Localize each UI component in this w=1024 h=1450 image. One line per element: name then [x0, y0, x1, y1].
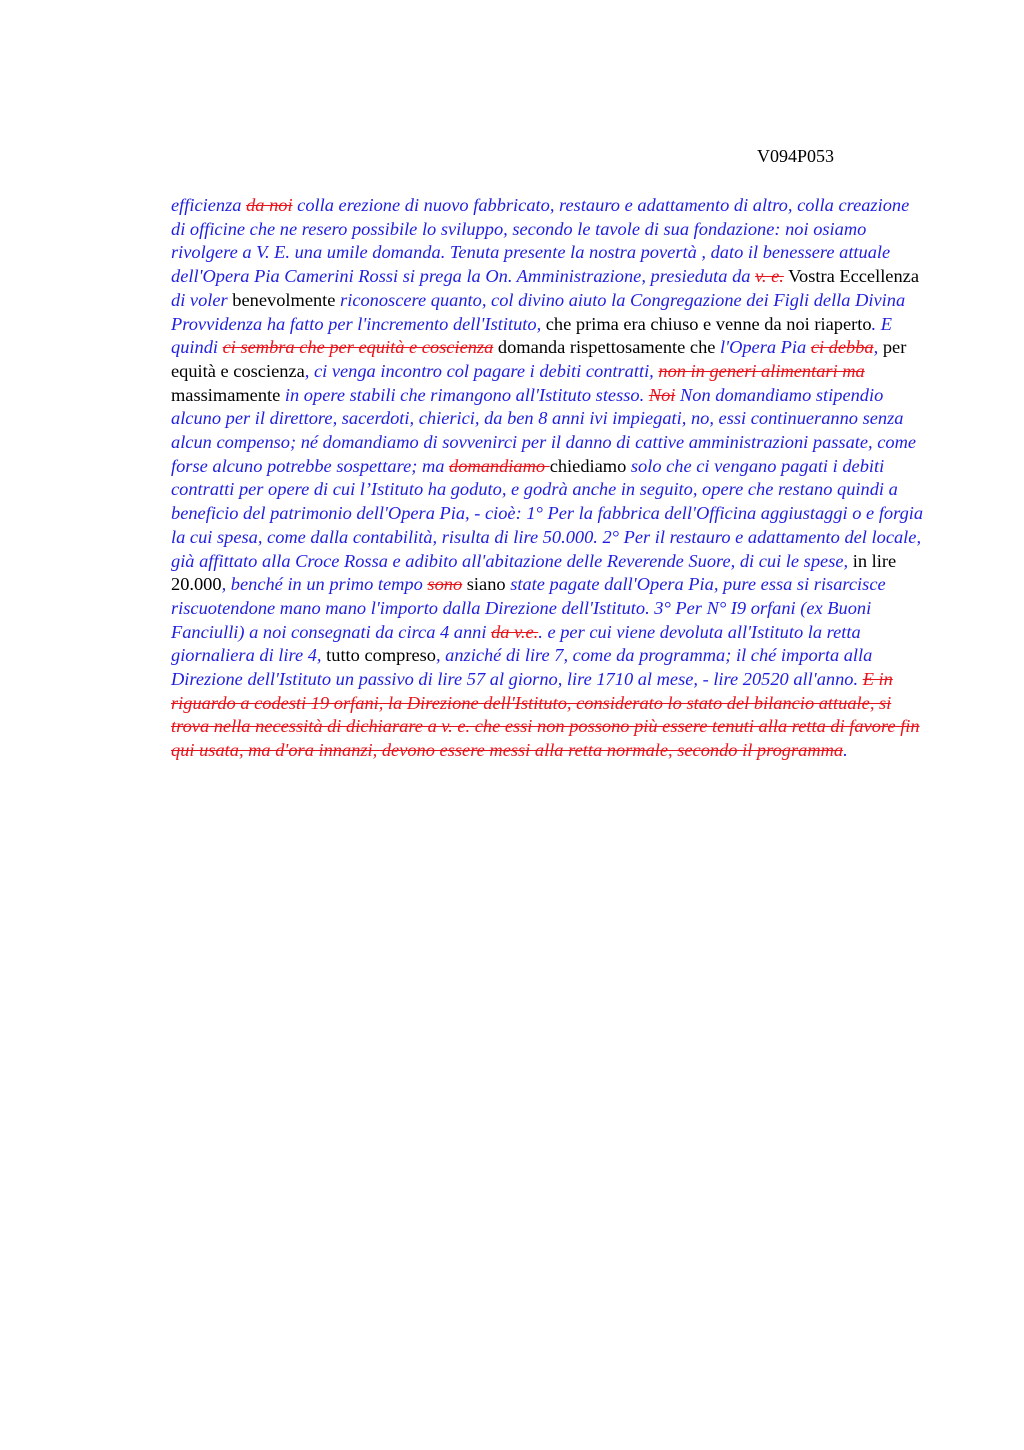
- deleted-text-segment: ci sembra che per equità e coscienza: [222, 337, 494, 358]
- original-text-segment: chiediamo: [549, 455, 631, 476]
- added-text-segment: solo che ci vengano pagati i debiti contratti per opere di cui l’Istituto ha goduto, e godrà anche in seguito, opere che restano quindi a beneficio del patrimonio dell'Opera Pia, - cioè: 1° Per la fabbrica dell'Officina aggiustaggi o e forgia la cui spesa, come dalla contabilità, risulta di lire 50.000. 2° Per il restauro e adattamento del locale, già affittato alla Croce Rossa e adibito all'abitazione delle Reverende Suore, di cui le spese,: [171, 455, 924, 571]
- original-text-segment: che prima era chiuso e venne da noi riaperto: [545, 313, 872, 334]
- deleted-text-segment: da noi: [246, 195, 293, 215]
- deleted-text-segment: sono: [427, 574, 463, 595]
- original-text-segment: benevolmente: [232, 289, 341, 310]
- original-text-segment: per equità e coscienza: [171, 337, 907, 381]
- page-id: V094P053: [757, 146, 835, 166]
- original-text-segment: massimamente: [171, 384, 285, 405]
- deleted-text-segment: ci debba: [810, 337, 874, 358]
- deleted-text-segment: domandiamo: [449, 455, 550, 476]
- deleted-text-segment: Noi: [648, 384, 676, 405]
- added-text-segment: . E quindi: [171, 313, 892, 358]
- added-text-segment: colla erezione di nuovo fabbricato, restauro e adattamento di altro, colla creazione di officine che ne resero possibile lo sviluppo, secondo le tavole di sua fondazione: noi osiamo rivolgere a V. E. una umile domanda. Tenuta presente la nostra povertà , dato il benessere attuale dell'Opera Pia Camerini Rossi si prega la On. Amministrazione, presieduta da: [171, 195, 910, 287]
- original-text-segment: Vostra Eccellenza: [783, 266, 919, 287]
- added-text-segment: riconoscere quanto, col divino aiuto la Congregazione dei Figli della Divina Provvidenza ha fatto per l'incremento dell'Istituto,: [171, 289, 906, 334]
- added-text-segment: l'Opera Pia: [720, 337, 811, 358]
- added-text-segment: ,: [873, 337, 883, 358]
- added-text-segment: state pagate dall'Opera Pia, pure essa si risarcisce riscuotendone mano mano l'importo dalla Direzione dell'Istituto. 3° Per N° I9 orfani (ex Buoni Fanciulli) a noi consegnati da circa 4 anni: [171, 574, 886, 642]
- deleted-text-segment: non in generi alimentari ma: [658, 360, 865, 381]
- added-text-segment: in opere stabili che rimangono all'Istituto stesso.: [284, 384, 649, 405]
- deleted-text-segment: E in riguardo a codesti 19 orfani, la Direzione dell'Istituto, considerato lo stato del bilancio attuale, si trova nella necessità di dichiarare a v. e. che essi non possono più essere tenuti alla retta di favore fin qui usata, ma d'ora innanzi, devono essere messi alla retta normale, secondo il programma: [171, 669, 920, 761]
- deleted-text-segment: v. e.: [755, 266, 784, 287]
- document-body: [171, 194, 927, 763]
- added-text-segment: , ci venga incontro col pagare i debiti contratti,: [304, 360, 659, 381]
- added-text-segment: Non domandiamo stipendio alcuno per il direttore, sacerdoti, chierici, da ben 8 anni ivi impiegati, no, essi continueranno senza alcun compenso; né domandiamo di sovvenirci per il danno di cattive amministrazioni passate, come forse alcuno potrebbe sospettare; ma: [171, 384, 917, 476]
- added-text-segment: . e per cui viene devoluta all'Istituto la retta giornaliera di lire 4,: [171, 621, 861, 666]
- original-text-segment: tutto compreso: [326, 645, 436, 666]
- added-text-segment: efficienza: [171, 195, 247, 215]
- added-text-segment: di voler: [171, 289, 233, 310]
- deleted-text-segment: da v.e.: [491, 621, 539, 642]
- added-text-segment: , benché in un primo tempo: [221, 574, 428, 595]
- added-text-segment: .: [843, 740, 848, 761]
- added-text-segment: , anziché di lire 7, come da programma; il ché importa alla Direzione dell'Istituto un passivo di lire 57 al giorno, lire 1710 al mese, - lire 20520 all'anno.: [171, 645, 873, 690]
- original-text-segment: in lire 20.000: [171, 550, 897, 595]
- original-text-segment: domanda rispettosamente che: [493, 337, 721, 358]
- original-text-segment: siano: [462, 574, 511, 595]
